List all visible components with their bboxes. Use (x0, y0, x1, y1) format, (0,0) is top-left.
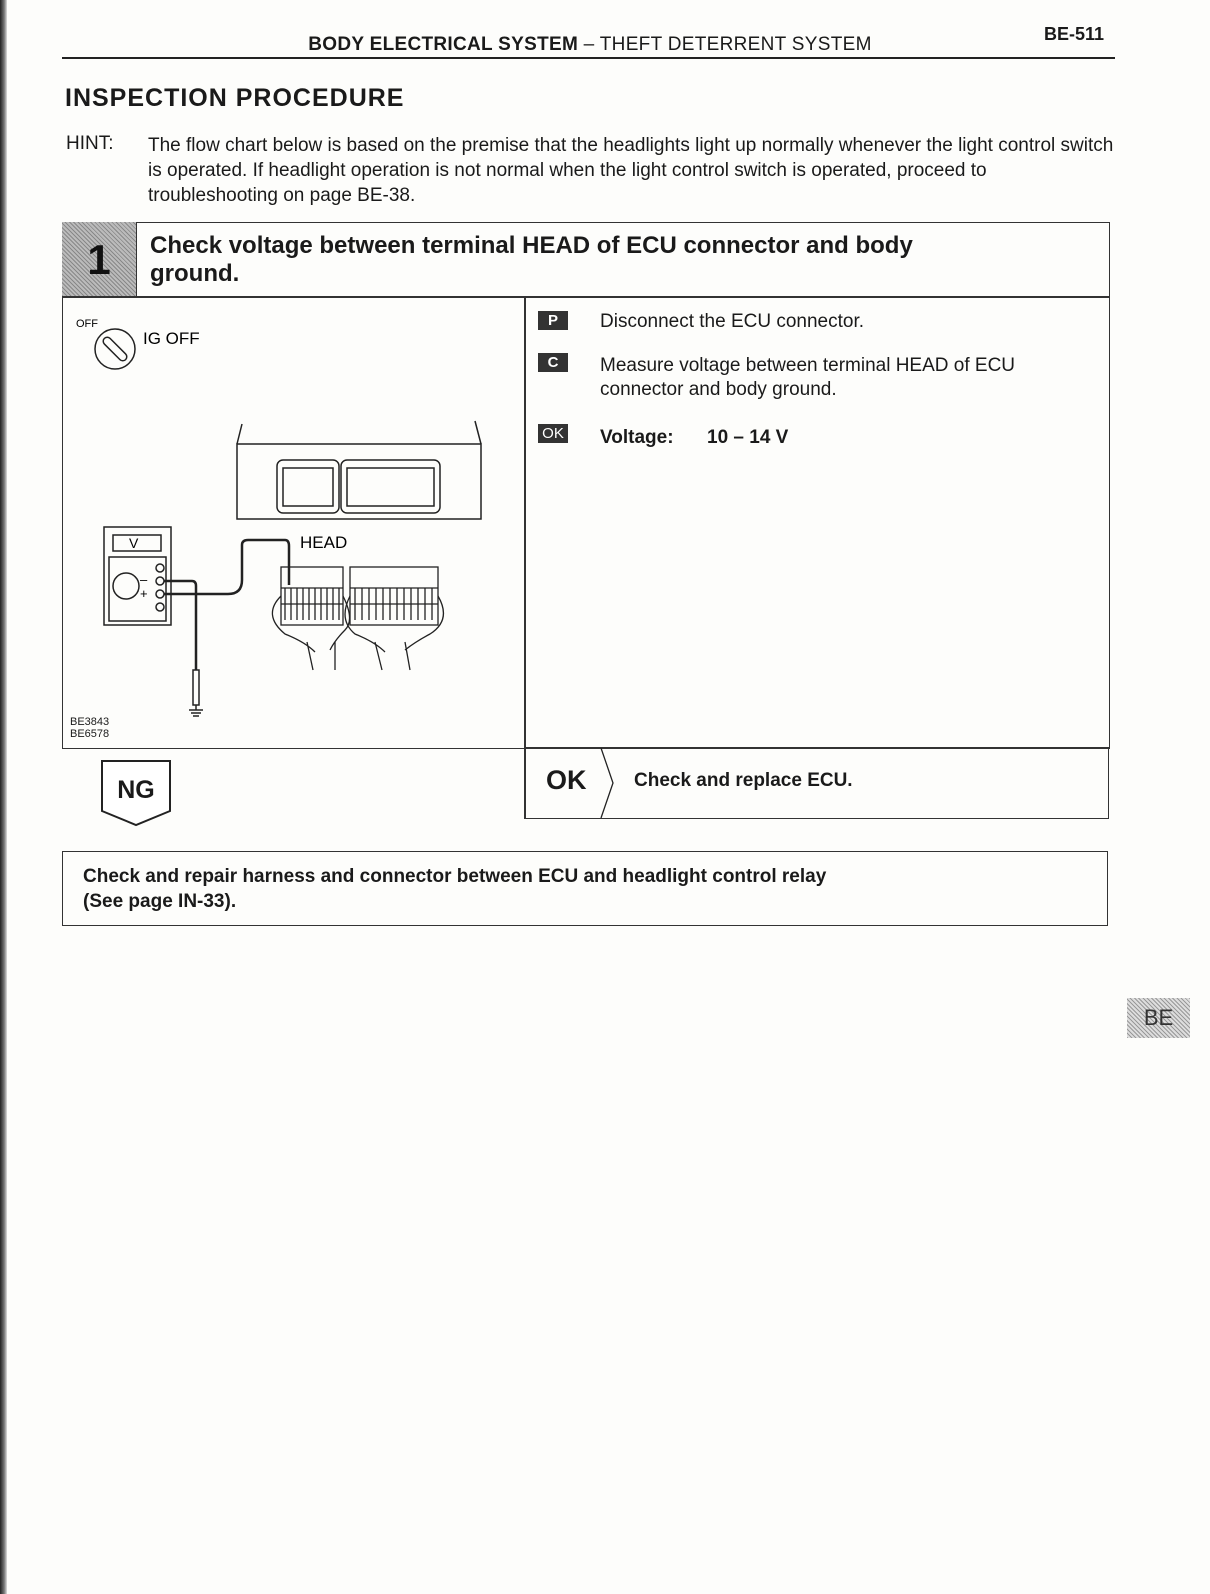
meter-minus: – (140, 572, 148, 587)
spec-value: 10 – 14 V (707, 427, 789, 448)
instruction-text: Measure voltage between terminal HEAD of ECU connector and body ground. (600, 355, 1016, 400)
ok-label: OK (546, 765, 587, 795)
meter-plus: + (140, 586, 148, 601)
badge-c: C (538, 353, 568, 372)
ok-action: Check and replace ECU. (634, 770, 853, 791)
spec-label: Voltage: (600, 427, 674, 448)
terminal-head-label: HEAD (300, 533, 348, 552)
badge-ok: OK (538, 424, 568, 443)
ok-arrow-icon (596, 748, 620, 818)
badge-p: P (538, 311, 568, 330)
figure-id: BE3843 (70, 716, 110, 728)
switch-off-label: OFF (76, 318, 98, 330)
header-section: BODY ELECTRICAL SYSTEM (308, 34, 579, 55)
page-title: INSPECTION PROCEDURE (65, 84, 405, 112)
meter-label: V (129, 535, 139, 551)
section-tab-be: BE (1127, 998, 1190, 1038)
figure-ids (70, 716, 109, 740)
header-separator: – (578, 34, 600, 55)
repair-action-line2: (See page IN-33). (83, 891, 237, 912)
ecu-unit (237, 421, 481, 519)
figure-id: BE6578 (70, 728, 110, 740)
switch-state-label: IG OFF (143, 329, 200, 348)
repair-action-line1: Check and repair harness and connector between ECU and headlight control relay (83, 866, 827, 887)
instruction-text: Disconnect the ECU connector. (600, 311, 865, 332)
ecu-connectors (272, 567, 443, 670)
step-title-line1: Check voltage between terminal HEAD of ECU connector and body (150, 232, 913, 259)
ng-label: NG (117, 776, 155, 804)
step-number: 1 (62, 222, 137, 296)
ignition-switch-icon (95, 329, 135, 369)
hint-label: HINT: (66, 133, 114, 154)
header-subsection: THEFT DETERRENT SYSTEM (599, 34, 872, 55)
step-title-line2: ground. (150, 260, 240, 287)
test-leads (164, 540, 289, 670)
page-number: BE-511 (1044, 24, 1105, 44)
ground-symbol-icon (189, 670, 203, 716)
hint-text: The flow chart below is based on the premise that the headlights light up normally whenever the light control switch is operated. If headlight operation is not normal when the light control switch is operated, proceed to troubleshooting on page BE-38. (148, 135, 1114, 206)
repair-action-text (83, 864, 826, 914)
